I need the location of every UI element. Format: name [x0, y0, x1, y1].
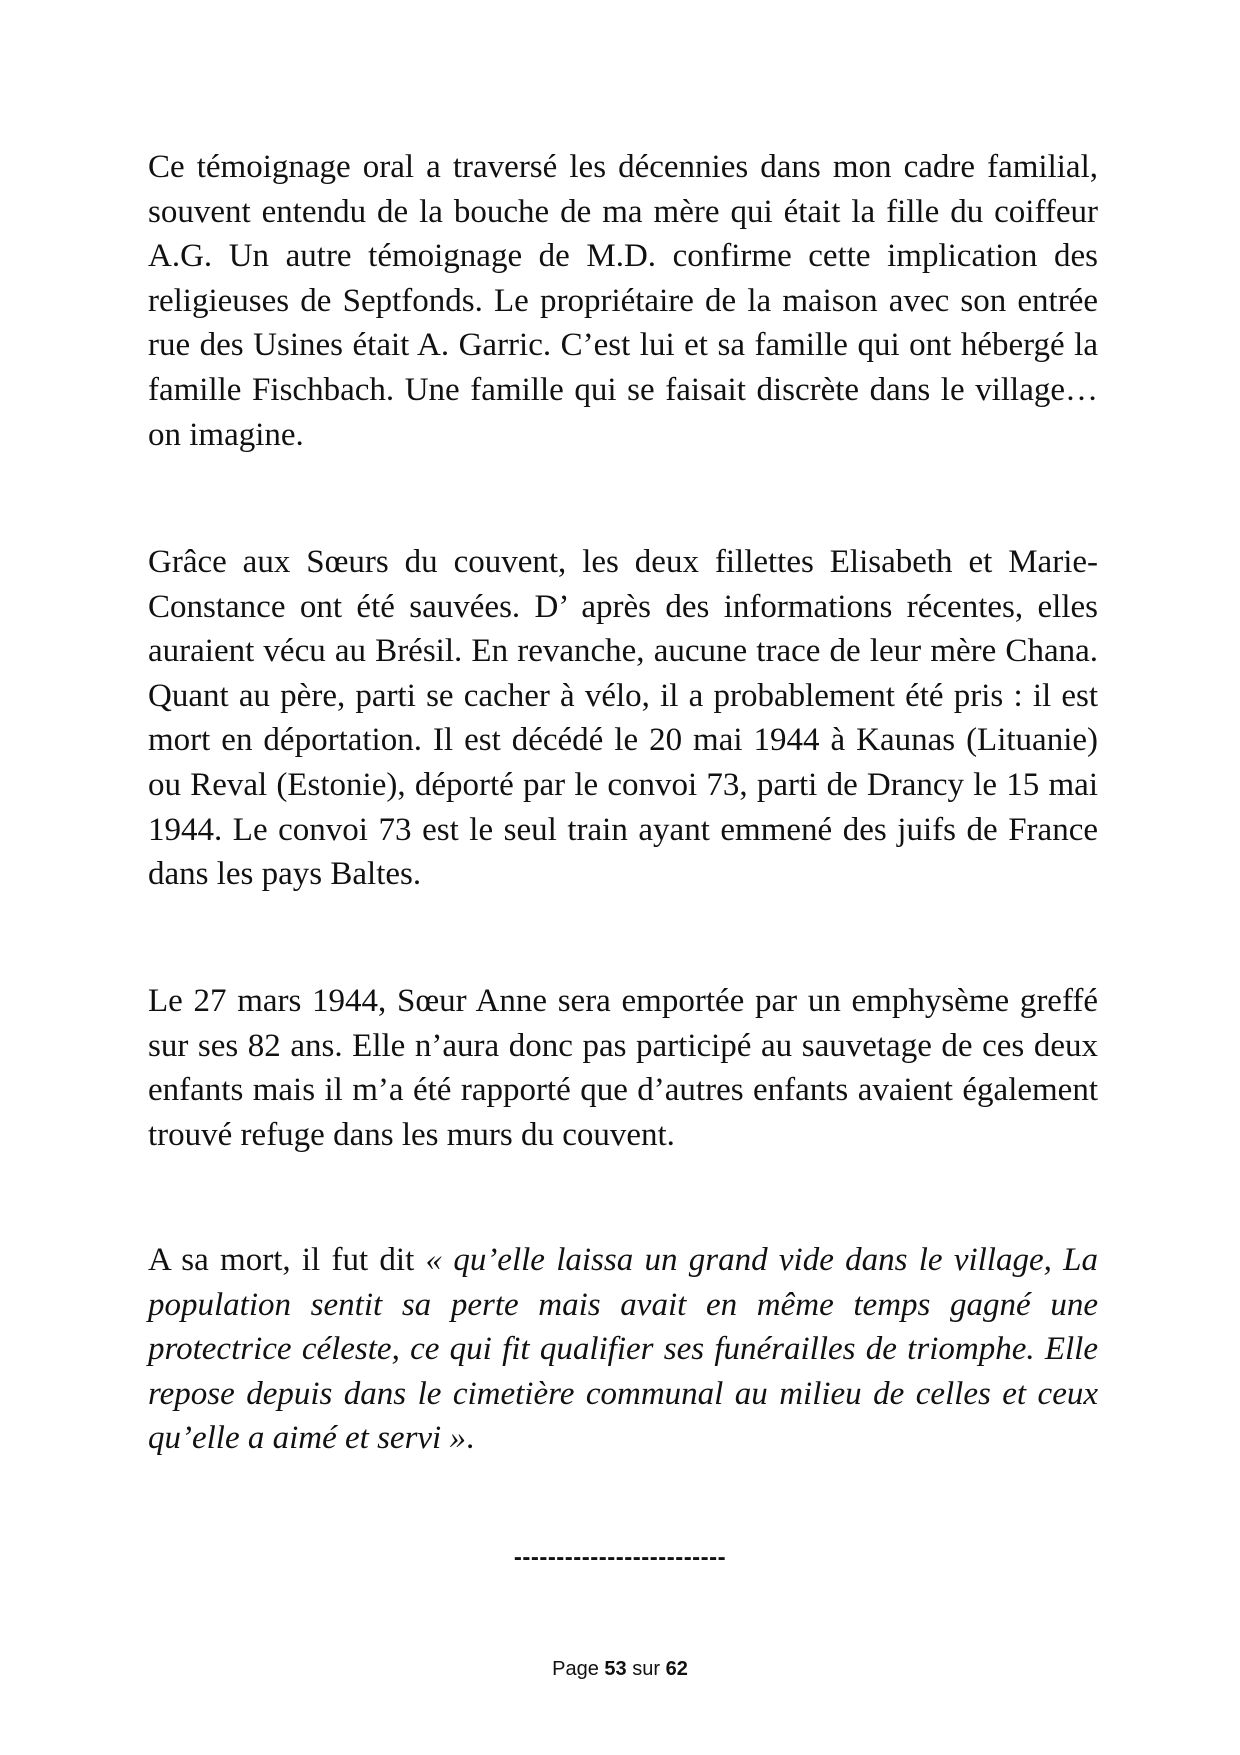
closing-end: .: [465, 1420, 475, 1457]
closing-intro: A sa mort, il fut dit: [148, 1242, 426, 1278]
section-separator: -------------------------: [513, 1544, 727, 1571]
footer-middle: sur: [626, 1658, 666, 1680]
current-page-number: 53: [604, 1658, 627, 1680]
paragraph-rescue: Grâce aux Sœurs du couvent, les deux fillettes Elisabeth et Marie-Constance ont été sauvées. D’ après des informations récentes, elles auraient vécu au Brésil. En revanche, aucune trace de leur mère Chana. Quant au père, parti se cacher à vélo, il a probablement été pris : il est mort en déportation. Il est décédé le 20 mai 1944 à Kaunas (Lituanie) ou Reval (Estonie), déporté par le convoi 73, parti de Drancy le 15 mai 1944. Le convoi 73 est le seul train ayant emmené des juifs de France dans les pays Baltes.: [148, 544, 1098, 893]
paragraph-death-of-sister-anne: Le 27 mars 1944, Sœur Anne sera emportée par un emphysème greffé sur ses 82 ans. Elle n’aura donc pas participé au sauvetage de ces deux enfants mais il m’a été rapporté que d’autres enfants avaient également trouvé refuge dans les murs du couvent.: [148, 983, 1098, 1153]
page-footer: [0, 1658, 1240, 1681]
total-pages-number: 62: [665, 1658, 688, 1680]
paragraph-testimony: Ce témoignage oral a traversé les décennies dans mon cadre familial, souvent entendu de la bouche de ma mère qui était la fille du coiffeur A.G. Un autre témoignage de M.D. confirme cette implication des religieuses de Septfonds. Le propriétaire de la maison avec son entrée rue des Usines était A. Garric. C’est lui et sa famille qui ont hébergé la famille Fischbach. Une famille qui se faisait discrète dans le village… on imagine.: [148, 149, 1098, 453]
closing-quote: « qu’elle laissa un grand vide dans le village, La population sentit sa perte mais avait en même temps gagné une protectrice céleste, ce qui fit qualifier ses funérailles de triomphe. Elle repose depuis dans le cimetière communal au milieu de celles et ceux qu’elle a aimé et servi »: [148, 1242, 1098, 1457]
footer-prefix: Page: [552, 1658, 605, 1680]
paragraph-closing: [148, 1238, 1098, 1461]
